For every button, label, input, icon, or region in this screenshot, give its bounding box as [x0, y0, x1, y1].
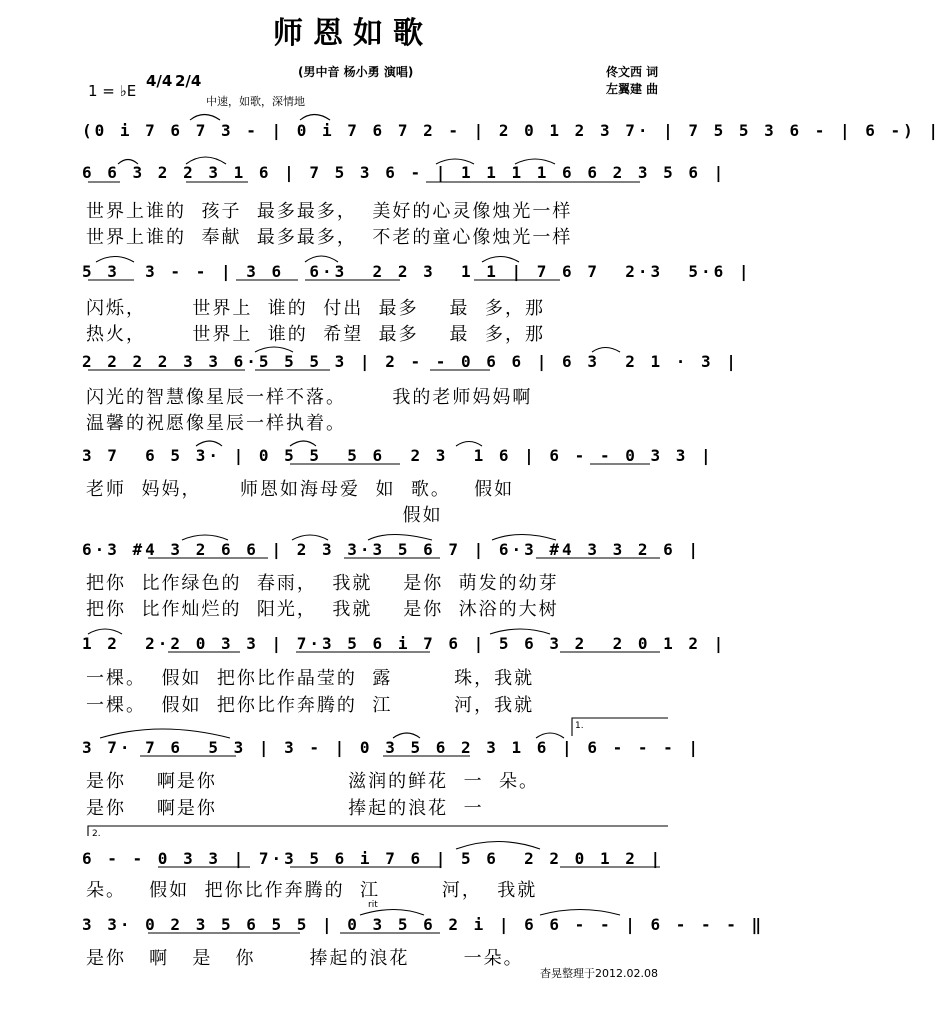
- staff-notes-5: 3 7 6 5 3· | 0 5 5 5 6 2 3 1 6 | 6 - - 0 3 3 |: [82, 446, 714, 465]
- lyric-line: 是你 啊是你 滋润的鲜花 一 朵。: [86, 771, 540, 792]
- performer-credit: (男中音 杨小勇 演唱): [298, 65, 414, 79]
- lyric-line: 世界上谁的 孩子 最多最多， 美好的心灵像烛光一样: [86, 201, 573, 222]
- lyric-line: 闪光的智慧像星辰一样不落。 我的老师妈妈啊: [86, 387, 533, 408]
- lyric-line: 世界上谁的 奉献 最多最多， 不老的童心像烛光一样: [86, 227, 573, 248]
- svg-text:2.: 2.: [92, 829, 101, 839]
- lyric-line: 朵。 假如 把你比作奔腾的 江 河， 我就: [86, 880, 538, 901]
- lyric-line: 是你 啊 是 你 捧起的浪花 一朵。: [86, 948, 524, 969]
- staff-notes-8: 3 7· 7 6 5 3 | 3 - | 0 3 5 6 2 3 1 6 | 6 - - - |: [82, 738, 702, 757]
- lyricist-credit: 佟文西 词: [606, 65, 659, 79]
- lyric-line: 一棵。 假如 把你比作晶莹的 露 珠，我就: [86, 668, 535, 689]
- svg-text:rit: rit: [368, 900, 378, 910]
- footer-note: 杳晃整理于2012.02.08: [540, 967, 658, 980]
- key-signature: 1 = ♭E: [88, 82, 137, 100]
- staff-notes-1: (0 i 7 6 7 3 - | 0 i 7 6 7 2 - | 2 0 1 2 3 7· | 7 5 5 3 6 - | 6 -) |: [82, 121, 941, 140]
- sheet-title: 师恩如歌: [273, 16, 433, 51]
- staff-notes-2: 6 6 3 2 2 3 1 6 | 7 5 3 6 - | 1 1 1 1 6 6 2 3 5 6 |: [82, 163, 727, 182]
- composer-credit: 左翼建 曲: [606, 82, 659, 96]
- staff-notes-9: 6 - - 0 3 3 | 7·3 5 6 i 7 6 | 5 6 2 2 0 1 2 |: [82, 849, 664, 868]
- time-signature-2: 2/4: [175, 72, 202, 90]
- staff-notes-4: 2 2 2 2 3 3 6·5 5 5 3 | 2 - - 0 6 6 | 6 3 2 1 · 3 |: [82, 352, 739, 371]
- lyric-line: 一棵。 假如 把你比作奔腾的 江 河，我就: [86, 695, 535, 716]
- staff-notes-6: 6·3 #4 3 2 6 6 | 2 3 3·3 5 6 7 | 6·3 #4 3 3 2 6 |: [82, 540, 702, 559]
- tempo-marking: 中速，如歌，深情地: [206, 95, 305, 108]
- staff-notes-3: 5 3 3 - - | 3 6 6·3 2 2 3 1 1 | 7 6 7 2·3 5·6 |: [82, 262, 752, 281]
- lyric-line: 是你 啊是你 捧起的浪花 一: [86, 798, 484, 819]
- staff-notes-7: 1 2 2·2 0 3 3 | 7·3 5 6 i 7 6 | 5 6 3 2 2 0 1 2 |: [82, 634, 727, 653]
- lyric-line: 把你 比作灿烂的 阳光， 我就 是你 沐浴的大树: [86, 599, 559, 620]
- lyric-line: 热火， 世界上 谁的 希望 最多 最 多，那: [86, 324, 545, 345]
- lyric-line: 闪烁， 世界上 谁的 付出 最多 最 多，那: [86, 298, 545, 319]
- lyric-line: 假如: [86, 505, 443, 526]
- lyric-line: 把你 比作绿色的 春雨， 我就 是你 萌发的幼芽: [86, 573, 559, 594]
- staff-notes-10: 3 3· 0 2 3 5 6 5 5 | 0 3 5 6 2 i | 6 6 - - | 6 - - - ‖: [82, 915, 765, 934]
- lyric-line: 温馨的祝愿像星辰一样执着。: [86, 413, 346, 434]
- time-signature-1: 4/4: [146, 72, 173, 90]
- lyric-line: 老师 妈妈， 师恩如海母爱 如 歌。 假如: [86, 479, 515, 500]
- svg-text:1.: 1.: [575, 721, 584, 731]
